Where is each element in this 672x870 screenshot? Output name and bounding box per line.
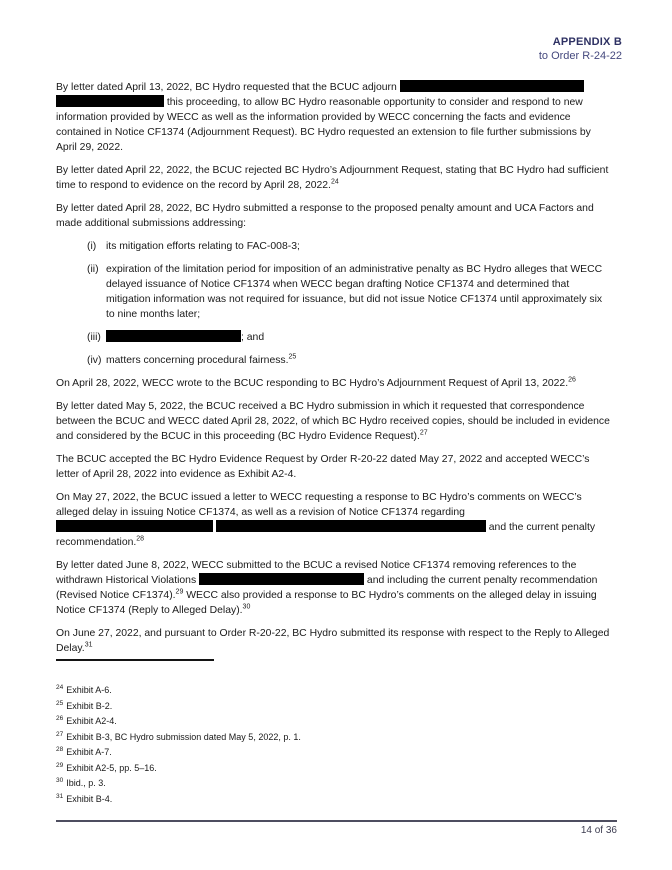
footnote-number: 31: [56, 792, 64, 800]
paragraph: [56, 558, 613, 618]
footnote-text: Exhibit A2-4.: [66, 716, 117, 726]
list-marker: (iii): [87, 332, 101, 343]
footnote-number: 25: [56, 699, 64, 707]
footnote-number: 26: [56, 715, 64, 722]
list-marker: (ii): [87, 264, 99, 275]
footnotes-section: [56, 683, 613, 807]
text-run: and the current penalty recommendation.: [56, 522, 596, 548]
text-run: By letter dated April 13, 2022, BC Hydro requested that the BCUC adjourn: [56, 82, 400, 93]
text-run: By letter dated April 22, 2022, the BCUC rejected BC Hydro’s Adjournment Request, stating that BC Hydro had sufficient time to respond to evidence on the record by April 28, 2022.: [56, 165, 609, 191]
text-run: expiration of the limitation period for imposition of an administrative penalty as BC Hydro alleges that WECC delayed issuance of Notice CF1374 when WECC began drafting Notice CF1374 and determined that mitigation information was not required for issuance, but did not issue Notice CF1374 until approximately six to nine months later;: [106, 264, 603, 320]
list-marker: (iv): [87, 355, 102, 366]
paragraph: [56, 163, 613, 193]
appendix-label: APPENDIX B: [552, 36, 622, 48]
footer-divider: [56, 820, 617, 822]
footnote: [56, 699, 613, 715]
footnote-ref: 26: [568, 376, 576, 384]
list-item-text: [106, 239, 613, 254]
text-run: By letter dated June 8, 2022, WECC submitted to the BCUC a revised Notice CF1374 removing references to the withdrawn Historical Violations: [56, 560, 577, 586]
redaction-bar: [106, 330, 241, 342]
footnote-text: Exhibit A-6.: [66, 685, 112, 695]
text-run: ; and: [241, 332, 265, 343]
text-run: The BCUC accepted the BC Hydro Evidence Request by Order R-20-22 dated May 27, 2022 and accepted WECC’s letter of April 28, 2022 into evidence as Exhibit A2-4.: [56, 454, 590, 480]
list-item-text: [106, 330, 613, 345]
text-run: WECC also provided a response to BC Hydro’s comments on the alleged delay in issuing Notice CF1374 (Reply to Alleged Delay).: [56, 590, 597, 616]
list-item: [56, 239, 613, 254]
paragraph: [56, 80, 613, 155]
text-run: and including the current penalty recommendation (Revised Notice CF1374).: [56, 575, 598, 601]
paragraph: [56, 490, 613, 550]
text-run: By letter dated May 5, 2022, the BCUC received a BC Hydro submission in which it requested that correspondence between the BCUC and WECC dated April 28, 2022, of which BC Hydro received copies, should be included in evidence and considered by the BCUC in this proceeding (BC Hydro Evidence Request).: [56, 401, 610, 442]
footnote-ref: 27: [419, 429, 428, 437]
footnote: [56, 761, 613, 777]
footnote-ref: 29: [175, 588, 184, 596]
text-run: this proceeding, to allow BC Hydro reasonable opportunity to consider and respond to new information provided by WECC as well as the information provided by WECC concerning the facts and evidence contained in Notice CF1374 (Adjournment Request). BC Hydro requested an extension to file further submissions by April 29, 2022.: [56, 97, 591, 153]
list-item-text: [106, 262, 613, 322]
page-header: [539, 36, 622, 62]
paragraph: [56, 452, 613, 482]
footnote: [56, 714, 613, 730]
footnote: [56, 792, 613, 808]
footnote-text: Exhibit B-3, BC Hydro submission dated May 5, 2022, p. 1.: [66, 731, 301, 742]
redaction-bar: [216, 520, 486, 532]
footnote-text: Exhibit B-2.: [66, 700, 113, 711]
footnote-text: Ibid., p. 3.: [66, 778, 106, 788]
redaction-bar: [199, 573, 364, 585]
list-marker: (i): [87, 241, 97, 252]
document-body: [56, 80, 613, 664]
text-run: On May 27, 2022, the BCUC issued a letter to WECC requesting a response to BC Hydro’s comments on WECC’s alleged delay in issuing Notice CF1374, as well as a revision of Notice CF1374 regarding: [56, 492, 582, 518]
footnote: [56, 730, 613, 746]
text-run: On April 28, 2022, WECC wrote to the BCUC responding to BC Hydro’s Adjournment Request of April 13, 2022.: [56, 378, 569, 389]
list-item-text: [106, 353, 613, 368]
footnote-ref: 31: [84, 641, 93, 649]
footnote: [56, 776, 613, 792]
footnote-separator: [56, 659, 214, 661]
text-run: On June 27, 2022, and pursuant to Order R-20-22, BC Hydro submitted its response with respect to the Reply to Alleged Delay.: [56, 628, 610, 654]
footnote-number: 30: [56, 777, 64, 784]
redaction-bar: [56, 520, 213, 532]
footnote-number: 24: [56, 684, 64, 691]
paragraph: [56, 626, 613, 656]
footnote-number: 28: [56, 746, 64, 753]
list-item: [56, 262, 613, 322]
list-item: [56, 353, 613, 368]
footnote-ref: 24: [330, 178, 339, 186]
text-run: By letter dated April 28, 2022, BC Hydro submitted a response to the proposed penalty amount and UCA Factors and made additional submissions addressing:: [56, 203, 594, 229]
footnote-ref: 30: [242, 603, 251, 611]
footnote-ref: 28: [136, 535, 145, 543]
list-item: [56, 330, 613, 345]
redaction-bar: [56, 95, 164, 107]
footnote-text: Exhibit B-4.: [66, 793, 113, 804]
footnote: [56, 683, 613, 699]
footnote-text: Exhibit A-7.: [66, 747, 112, 757]
footnote-number: 27: [56, 730, 64, 738]
redaction-bar: [400, 80, 584, 92]
paragraph: [56, 399, 613, 444]
footnote-text: Exhibit A2-5, pp. 5–16.: [66, 762, 157, 773]
text-run: its mitigation efforts relating to FAC-008-3;: [106, 241, 300, 252]
footnote-number: 29: [56, 761, 64, 769]
footnote: [56, 745, 613, 761]
text-run: matters concerning procedural fairness.: [106, 355, 289, 366]
order-reference: to Order R-24-22: [538, 50, 622, 62]
paragraph: [56, 376, 613, 391]
page-number: 14 of 36: [580, 825, 617, 836]
paragraph: [56, 201, 613, 231]
footnote-ref: 25: [288, 353, 297, 361]
